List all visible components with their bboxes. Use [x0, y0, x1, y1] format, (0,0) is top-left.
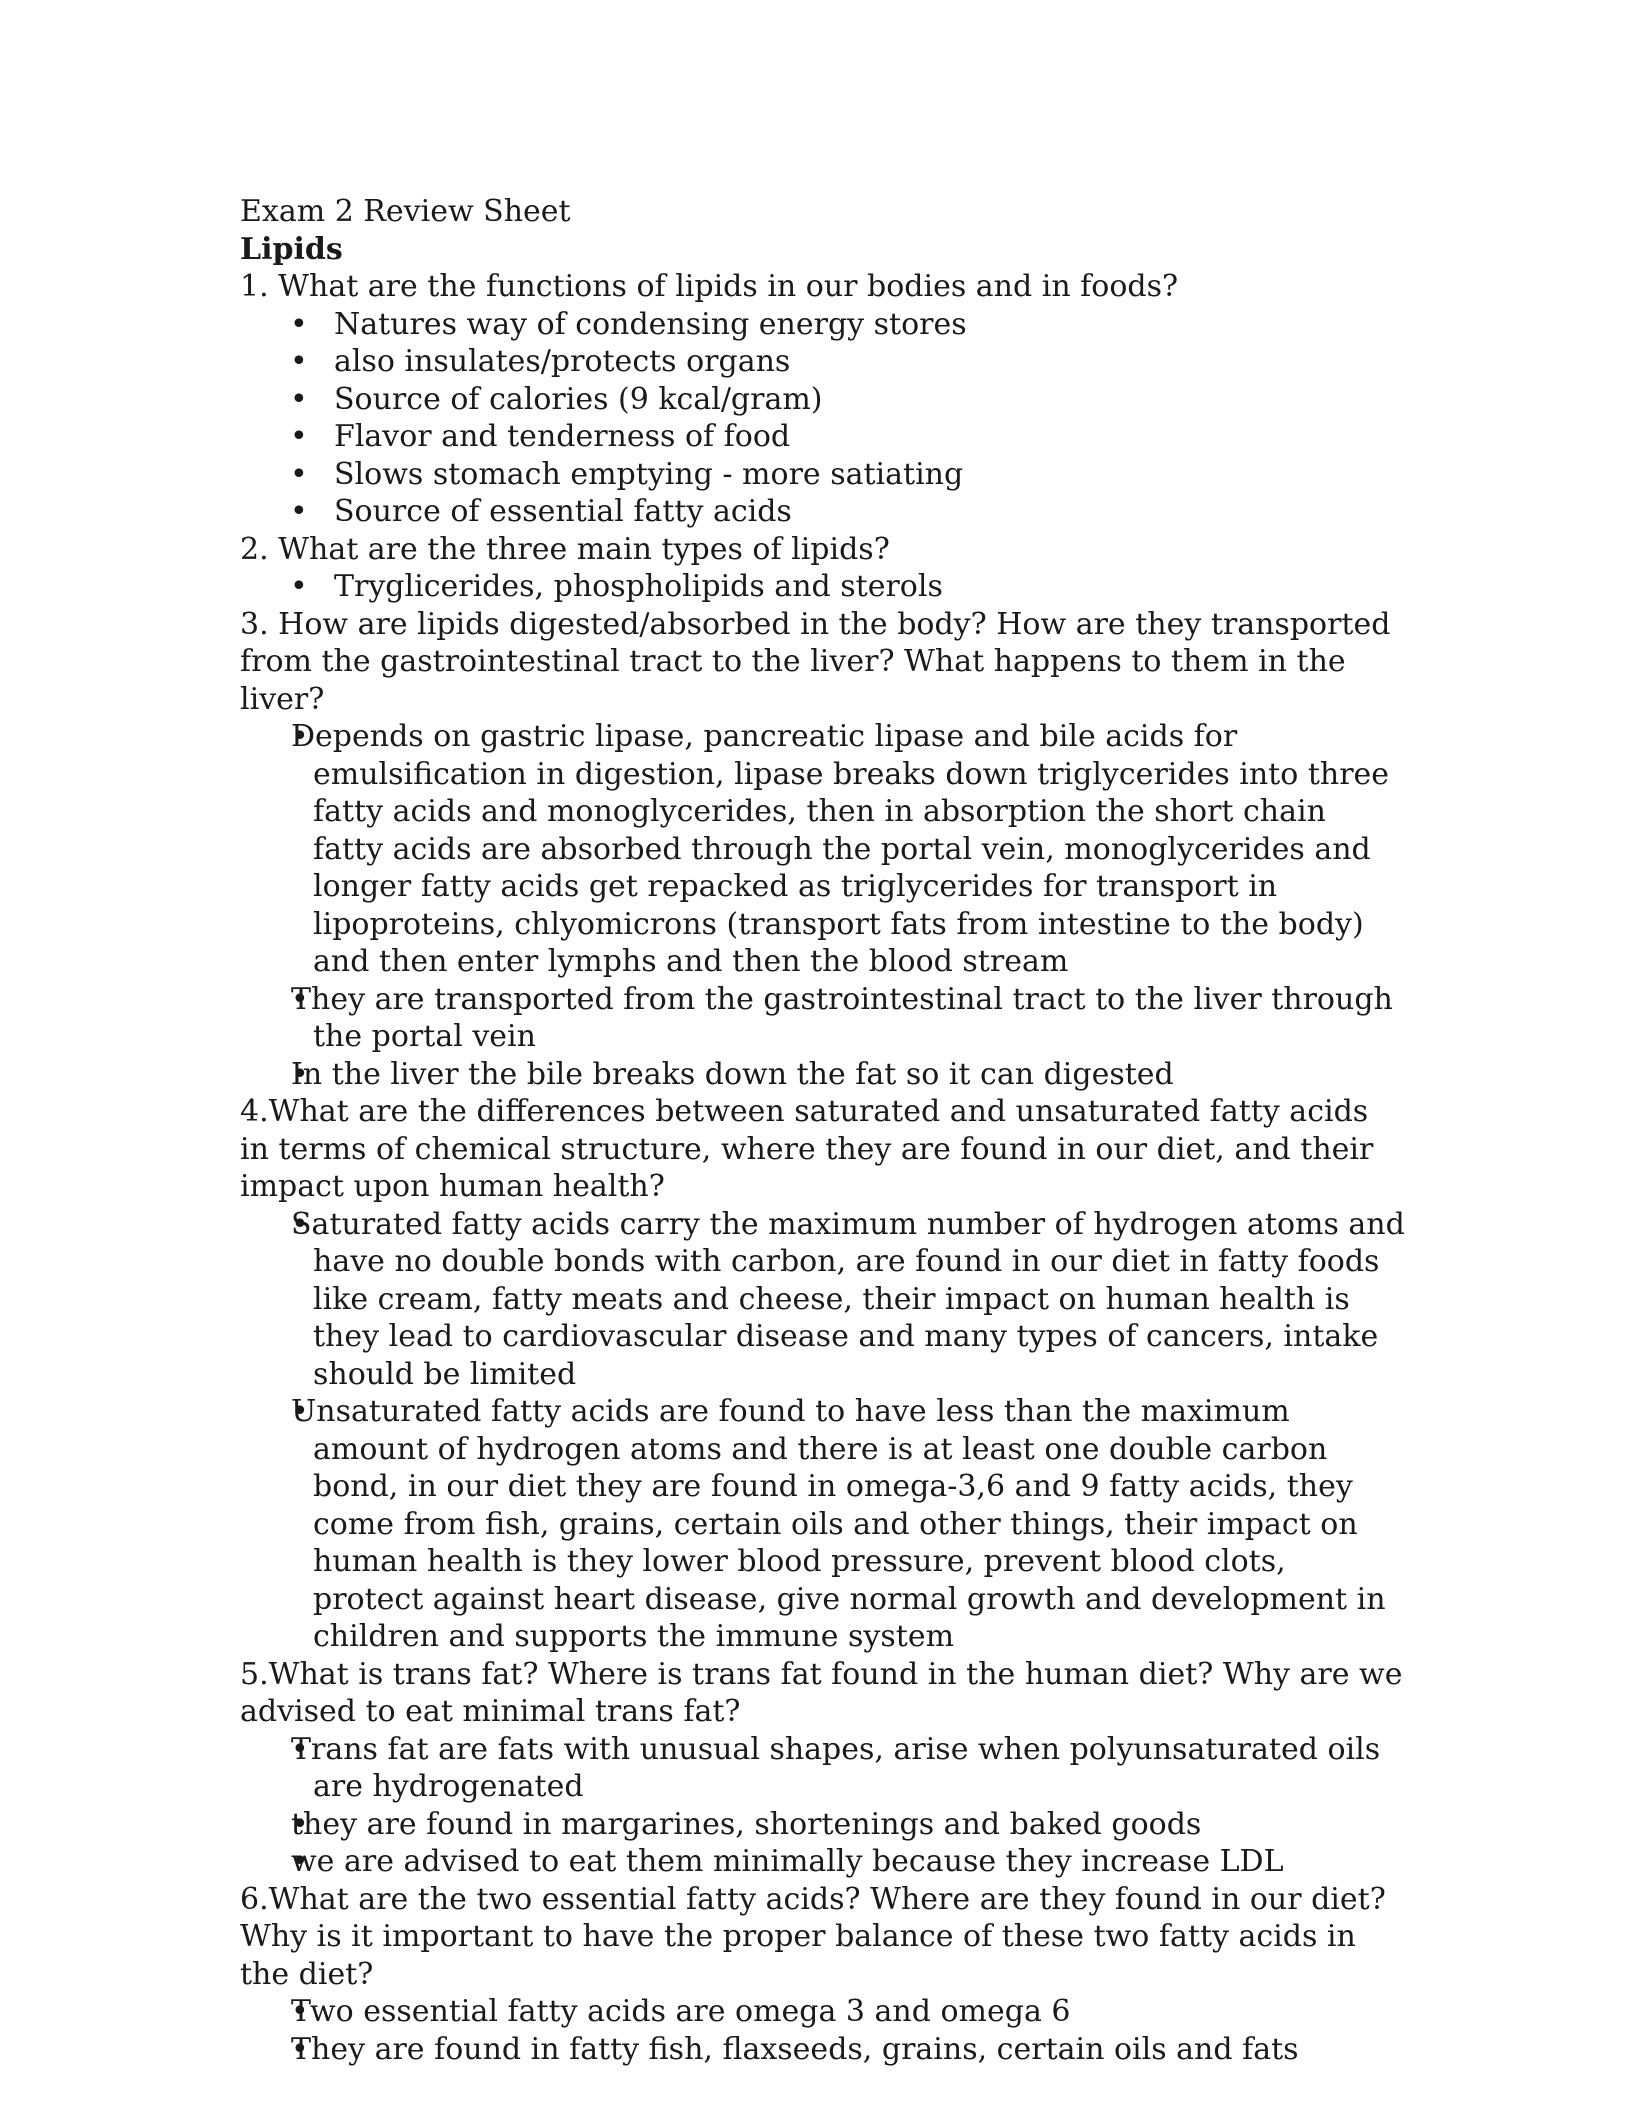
question-block: [240, 606, 1405, 1094]
question-list: [240, 268, 1405, 2068]
answer-item: • they are found in margarines, shortenings and baked goods: [240, 1806, 1405, 1844]
answer-item: • Slows stomach emptying - more satiating: [240, 456, 1405, 494]
answer-list: [240, 306, 1405, 531]
answer-item: • Depends on gastric lipase, pancreatic lipase and bile acids for emulsification in digestion, lipase breaks down triglycerides into three fatty acids and monoglycerides, then in absorption the short chain fatty acids are absorbed through the portal vein, monoglycerides and longer fatty acids get repacked as triglycerides for transport in lipoproteins, chlyomicrons (transport fats from intestine to the body) and then enter lymphs and then the blood stream: [240, 718, 1405, 981]
question-block: [240, 268, 1405, 531]
answer-list: [240, 568, 1405, 606]
answer-list: [240, 1206, 1405, 1656]
answer-item: • also insulates/protects organs: [240, 343, 1405, 381]
document-body: [240, 193, 1405, 2068]
answer-item: • Natures way of condensing energy stores: [240, 306, 1405, 344]
section-heading: Lipids: [240, 231, 343, 267]
question-block: [240, 1093, 1405, 1656]
question-text: 6.What are the two essential fatty acids? Where are they found in our diet? Why is it important to have the proper balance of these two fatty acids in the diet?: [240, 1881, 1386, 1992]
document-title: Exam 2 Review Sheet: [240, 194, 571, 229]
answer-item: • Saturated fatty acids carry the maximum number of hydrogen atoms and have no double bonds with carbon, are found in our diet in fatty foods like cream, fatty meats and cheese, their impact on human health is they lead to cardiovascular disease and many types of cancers, intake should be limited: [240, 1206, 1405, 1394]
answer-item: • They are found in fatty fish, flaxseeds, grains, certain oils and fats: [240, 2031, 1405, 2069]
question-block: [240, 531, 1405, 606]
answer-item: • Unsaturated fatty acids are found to have less than the maximum amount of hydrogen atoms and there is at least one double carbon bond, in our diet they are found in omega-3,6 and 9 fatty acids, they come from fish, grains, certain oils and other things, their impact on human health is they lower blood pressure, prevent blood clots, protect against heart disease, give normal growth and development in children and supports the immune system: [240, 1393, 1405, 1656]
answer-item: • Tryglicerides, phospholipids and sterols: [240, 568, 1405, 606]
question-block: [240, 1881, 1405, 2069]
answer-item: • Source of essential fatty acids: [240, 493, 1405, 531]
answer-item: • we are advised to eat them minimally because they increase LDL: [240, 1843, 1405, 1881]
question-text: 5.What is trans fat? Where is trans fat found in the human diet? Why are we advised to eat minimal trans fat?: [240, 1656, 1403, 1729]
answer-item: • Source of calories (9 kcal/gram): [240, 381, 1405, 419]
question-text: 3. How are lipids digested/absorbed in the body? How are they transported from the gastrointestinal tract to the liver? What happens to them in the liver?: [240, 606, 1391, 717]
answer-item: • They are transported from the gastrointestinal tract to the liver through the portal vein: [240, 981, 1405, 1056]
answer-item: • Trans fat are fats with unusual shapes, arise when polyunsaturated oils are hydrogenated: [240, 1731, 1405, 1806]
question-block: [240, 1656, 1405, 1881]
answer-item: • Two essential fatty acids are omega 3 and omega 6: [240, 1993, 1405, 2031]
answer-list: [240, 718, 1405, 1093]
question-text: 1. What are the functions of lipids in our bodies and in foods?: [240, 269, 1179, 304]
question-text: 4.What are the differences between saturated and unsaturated fatty acids in terms of chemical structure, where they are found in our diet, and their impact upon human health?: [240, 1094, 1374, 1204]
question-text: 2. What are the three main types of lipids?: [240, 531, 890, 567]
answer-item: • Flavor and tenderness of food: [240, 418, 1405, 456]
answer-list: [240, 1993, 1405, 2068]
answer-list: [240, 1731, 1405, 1881]
answer-item: • In the liver the bile breaks down the fat so it can digested: [240, 1056, 1405, 1094]
